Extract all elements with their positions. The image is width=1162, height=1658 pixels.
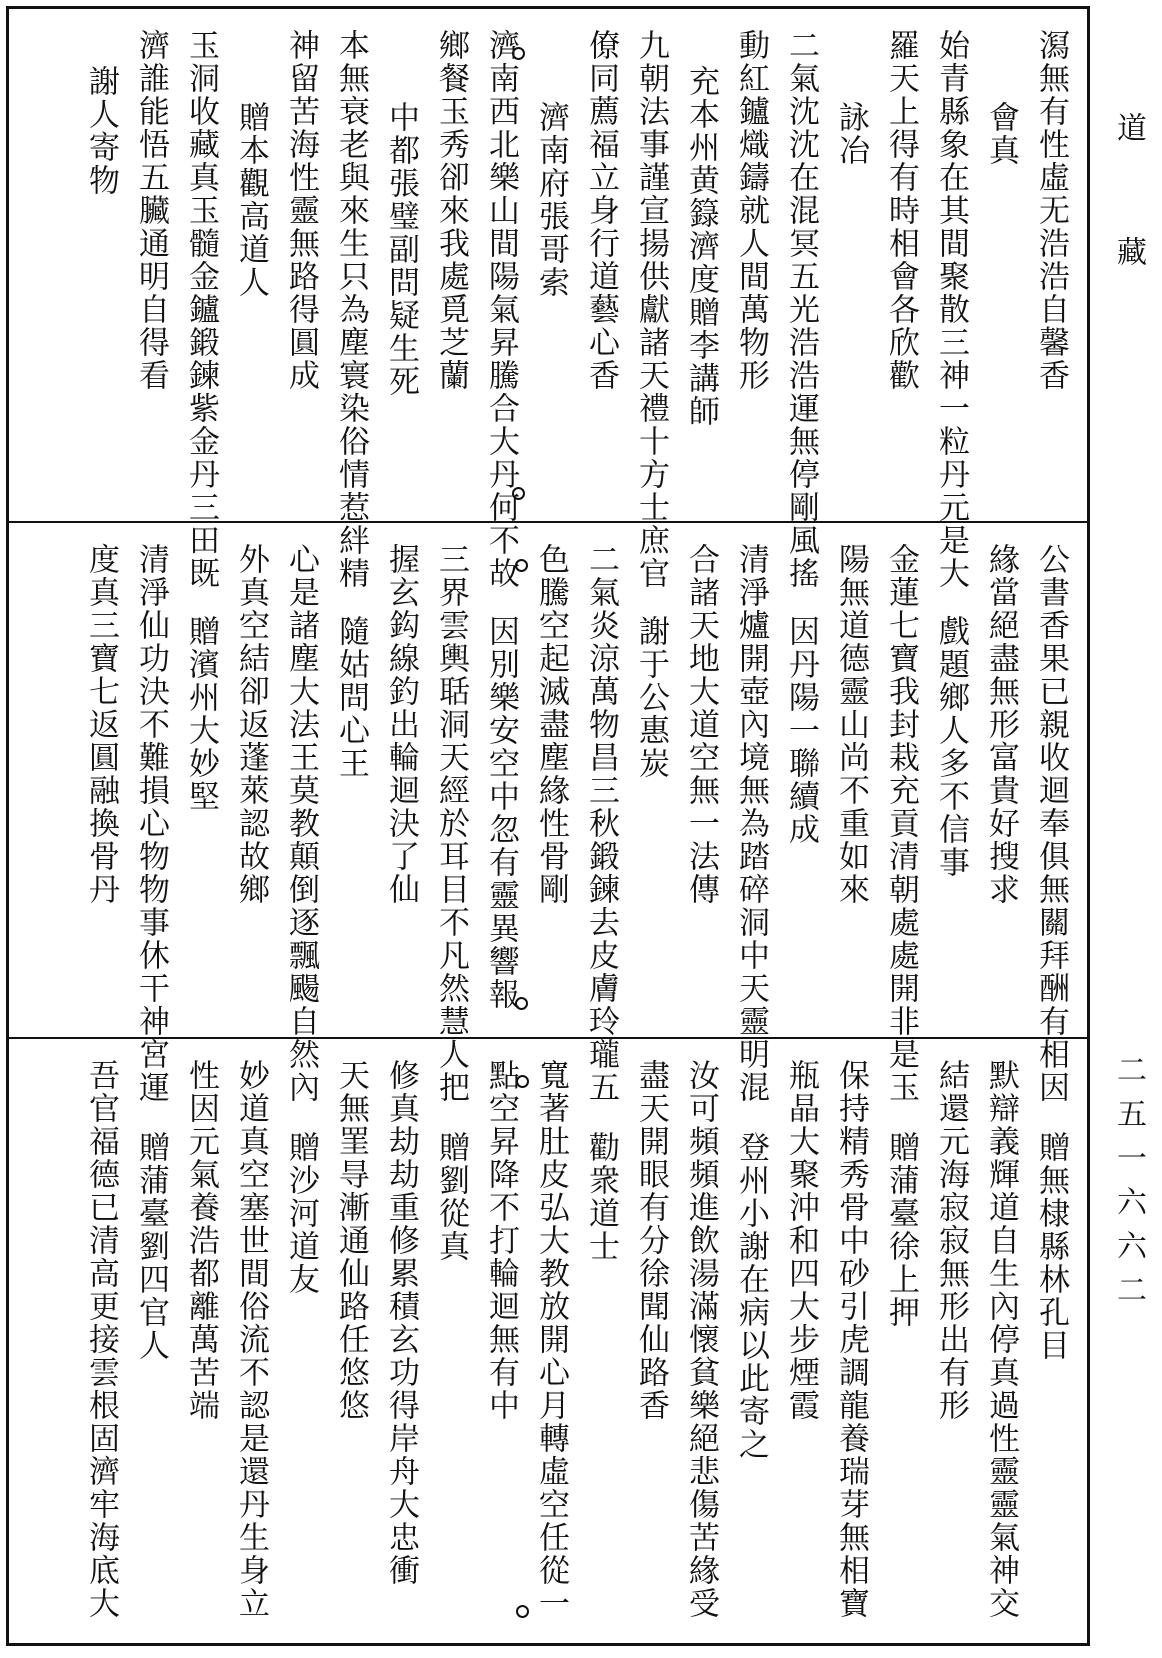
panel-middle <box>9 521 1087 1104</box>
verse-line: 點空昇降不打輪迴無有中 <box>483 1059 519 1422</box>
verse-line: 金蓮七寶我封栽充貢清朝處處開非是玉 <box>883 543 919 1104</box>
verse-line: 㵼無有性虛无浩浩自馨香 <box>1033 29 1069 392</box>
panel-bottom <box>9 1037 1087 1643</box>
verse-line: 心是諸塵大法王莫教顛倒逐飄颺自然內 <box>283 543 319 1104</box>
verse-line: 瓶晶大聚沖和四大步煙霞 <box>783 1059 819 1422</box>
circle-mark <box>516 1075 529 1088</box>
verse-line: 始青縣象在其間聚散三神一粒丹元是大 <box>933 29 969 590</box>
panel-bottom-lines <box>23 1059 1073 1633</box>
verse-line: 握玄鈎線釣出輪迴決了仙 <box>383 543 419 906</box>
heading-line: 贈蒲臺劉四官人 <box>133 1131 169 1362</box>
verse-line: 結還元海寂寂無形出有形 <box>933 1059 969 1422</box>
verse-line: 寬著肚皮弘大教放開心月轉虛空任從一 <box>533 1059 569 1620</box>
verse-line: 吾官福德已清高更接雲根固濟牢海底大 <box>83 1059 119 1620</box>
heading-line: 會真 <box>983 101 1019 167</box>
heading-line: 謝人寄物 <box>83 65 119 197</box>
verse-line: 盡天開眼有分徐聞仙路香 <box>633 1059 669 1422</box>
heading-line: 隨姑問心王 <box>333 615 369 780</box>
circle-mark <box>515 559 528 572</box>
heading-line: 謝于公惠炭 <box>633 615 669 780</box>
heading-line: 充本州黄籙濟度贈李講師 <box>683 65 719 428</box>
heading-line: 戲題鄉人多不信事 <box>933 615 969 879</box>
heading-line: 贈劉從真 <box>433 1131 469 1263</box>
verse-line: 保持精秀骨中砂引虎調龍養瑞芽無相寶 <box>833 1059 869 1620</box>
circle-mark <box>512 47 525 60</box>
heading-line: 贈沙河道友 <box>283 1131 319 1296</box>
verse-line: 度真三寶七返圓融換骨丹 <box>83 543 119 906</box>
circle-mark <box>512 487 525 500</box>
verse-line: 羅天上得有時相會各欣歡 <box>883 29 919 392</box>
heading-line: 因別樂安空中忽有靈異響報 <box>483 615 519 1011</box>
verse-line: 三界雲輿聒洞天經於耳目不凡然慧人把 <box>433 543 469 1104</box>
verse-line: 神留苦海性靈無路得圓成 <box>283 29 319 392</box>
verse-line: 緣當絕盡無形富貴好搜求 <box>983 543 1019 906</box>
verse-line: 修真劫劫重修累積玄功得岸舟大忠衝 <box>383 1059 419 1587</box>
verse-line: 合諸天地大道空無一法傳 <box>683 543 719 906</box>
verse-line: 清淨仙功決不難損心物物事休干神宮運 <box>133 543 169 1104</box>
verse-line: 動紅鑪熾鑄就人間萬物形 <box>733 29 769 392</box>
panel-middle-lines <box>23 543 1073 1104</box>
verse-line: 清淨爐開壺內境無為踏碎洞中天靈明混 <box>733 543 769 1104</box>
margin-title-dao: 道 <box>1111 112 1146 150</box>
verse-line: 外真空結卻返蓬萊認故鄉 <box>233 543 269 906</box>
verse-line: 僚同薦福立身行道藝心香 <box>583 29 619 392</box>
verse-line: 性因元氣養浩都離萬苦端 <box>183 1059 219 1422</box>
verse-line: 鄉餐玉秀卻來我處覓芝蘭 <box>433 29 469 392</box>
verse-line: 本無衰老與來生只為塵寰染俗情惹絆精 <box>333 29 369 590</box>
panel-top-lines <box>23 29 1073 590</box>
margin-title-zang: 藏 <box>1111 236 1146 274</box>
verse-line: 天無罣㝵漸通仙路任悠悠 <box>333 1059 369 1422</box>
heading-line: 因丹陽一聯續成 <box>783 615 819 846</box>
verse-line: 玉洞收藏真玉髓金鑪鍛鍊紫金丹三田既 <box>183 29 219 590</box>
right-margin <box>1096 0 1156 1658</box>
verse-line: 陽無道德靈山尚不重如來 <box>833 543 869 906</box>
verse-line: 二氣沈沈在混冥五光浩浩運無停剛風搖 <box>783 29 819 590</box>
heading-line: 濟南府張哥索 <box>533 101 569 299</box>
circle-mark <box>515 997 528 1010</box>
verse-line: 濟南西北樂山間陽氣昇騰合大丹何不故 <box>483 29 519 590</box>
heading-line: 詠冶 <box>833 101 869 167</box>
heading-line: 贈本觀高道人 <box>233 101 269 299</box>
panel-top <box>9 9 1087 590</box>
verse-line: 汝可頻頻進飲湯滿懷貧樂絕悲傷苦緣受 <box>683 1059 719 1620</box>
page-frame <box>6 6 1090 1646</box>
heading-line: 贈無棣縣林孔目 <box>1033 1131 1069 1362</box>
verse-line: 濟誰能悟五臟通明自得看 <box>133 29 169 392</box>
heading-line: 登州小謝在病以此寄之 <box>733 1131 769 1461</box>
verse-line: 妙道真空塞世間俗流不認是還丹生身立 <box>233 1059 269 1620</box>
heading-line: 勸衆道士 <box>583 1131 619 1263</box>
heading-line: 中都張璧副問疑生死 <box>383 101 419 398</box>
verse-line: 默辯義輝道自生內停真過性靈靈氣神交 <box>983 1059 1019 1620</box>
verse-line: 公書香果已親收迴奉俱無關拜酬有相因 <box>1033 543 1069 1104</box>
verse-line: 色騰空起滅盡塵緣性骨剛 <box>533 543 569 906</box>
verse-line: 二氣炎涼萬物昌三秋鍛鍊去皮膚玲瓏五 <box>583 543 619 1104</box>
circle-mark <box>516 1605 529 1618</box>
heading-line: 贈濱州大妙堅 <box>183 615 219 813</box>
verse-line: 九朝法事謹宣揚供獻諸天禮十方士庶官 <box>633 29 669 590</box>
heading-line: 贈蒲臺徐上押 <box>883 1131 919 1329</box>
page-number: 二五一六六二 <box>1111 1054 1146 1318</box>
